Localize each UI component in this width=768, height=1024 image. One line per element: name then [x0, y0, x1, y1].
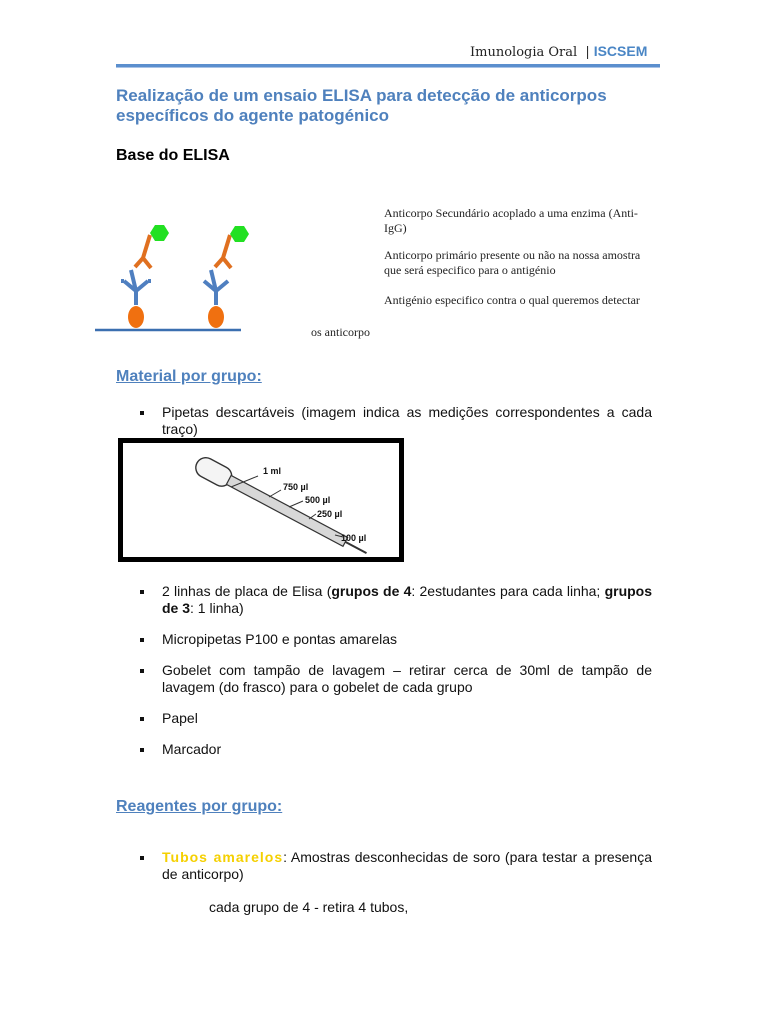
header-rule [116, 64, 660, 68]
bullet-icon [140, 411, 144, 415]
list-item-text: Pipetas descartáveis (imagem indica as medições correspondentes a cada traço) [162, 404, 652, 437]
bullet-icon [140, 717, 144, 721]
enzyme-2 [230, 226, 249, 242]
pipette-figure [118, 438, 404, 562]
pipette-illustration [123, 443, 399, 557]
list-item-text: Gobelet com tampão de lavagem – retirar cerca de 30ml de tampão de lavagem (do frasco) para o gobelet de cada grupo [162, 662, 652, 695]
list-item [140, 662, 652, 696]
bullet-icon [140, 669, 144, 673]
legend-primary-antibody: Anticorpo primário presente ou não na nossa amostra que será especifico para o antigénio [384, 248, 641, 277]
primary-antibody-2 [204, 270, 228, 305]
material-heading: Material por grupo: [116, 368, 262, 385]
pipette-label: 100 µl [341, 533, 367, 543]
list-item [140, 849, 652, 883]
section-subtitle: Base do ELISA [116, 147, 230, 164]
list-item [140, 404, 652, 438]
bullet-icon [140, 638, 144, 642]
course-name: Imunologia Oral [470, 45, 578, 60]
list-item [140, 583, 652, 617]
primary-antibody-1 [121, 270, 151, 305]
list-item [140, 710, 652, 727]
list-item-text: Tubos amarelos: Amostras desconhecidas de soro (para testar a presença de anticorpo) [162, 849, 652, 882]
header-separator: | [585, 45, 590, 60]
list-item-text: Papel [162, 710, 198, 726]
page-title: Realização de um ensaio ELISA para detecção de anticorpos específicos do agente patogénico [116, 86, 607, 125]
list-item-text: Marcador [162, 741, 222, 757]
antigen-2 [208, 306, 224, 328]
bullet-icon [140, 748, 144, 752]
page-header [470, 43, 647, 60]
brand-name: ISCSEM [593, 43, 648, 59]
pipette-label: 500 µl [305, 495, 331, 505]
list-item [140, 631, 652, 648]
legend-secondary-antibody: Anticorpo Secundário acoplado a uma enzima (Anti-IgG) [384, 206, 638, 235]
secondary-antibody-1 [135, 235, 151, 268]
list-item-text: 2 linhas de placa de Elisa (grupos de 4: 2estudantes para cada linha; grupos de 3: 1 linha) [162, 583, 653, 616]
reagents-heading: Reagentes por grupo: [116, 798, 283, 815]
group-note: cada grupo de 4 - retira 4 tubos, [209, 899, 409, 915]
legend-antigen: Antigénio especifico contra o qual queremos detectar [384, 293, 640, 307]
list-item-text: Micropipetas P100 e pontas amarelas [162, 631, 398, 647]
antibody-complex-1 [121, 225, 169, 328]
list-item [140, 741, 652, 758]
enzyme-1 [150, 225, 169, 241]
highlight-label: Tubos amarelos [162, 849, 284, 865]
antigen-1 [128, 306, 144, 328]
bullet-icon [140, 590, 144, 594]
secondary-antibody-2 [215, 235, 231, 268]
pipette-tip [345, 542, 366, 553]
pipette-label: 750 µl [283, 482, 309, 492]
bullet-icon [140, 856, 144, 860]
legend-antigen-continued: os anticorpo [311, 325, 370, 339]
pipette-label: 250 µl [317, 509, 343, 519]
pipette-label: 1 ml [263, 466, 282, 476]
antibody-complex-2 [204, 226, 249, 328]
elisa-diagram [95, 215, 255, 335]
